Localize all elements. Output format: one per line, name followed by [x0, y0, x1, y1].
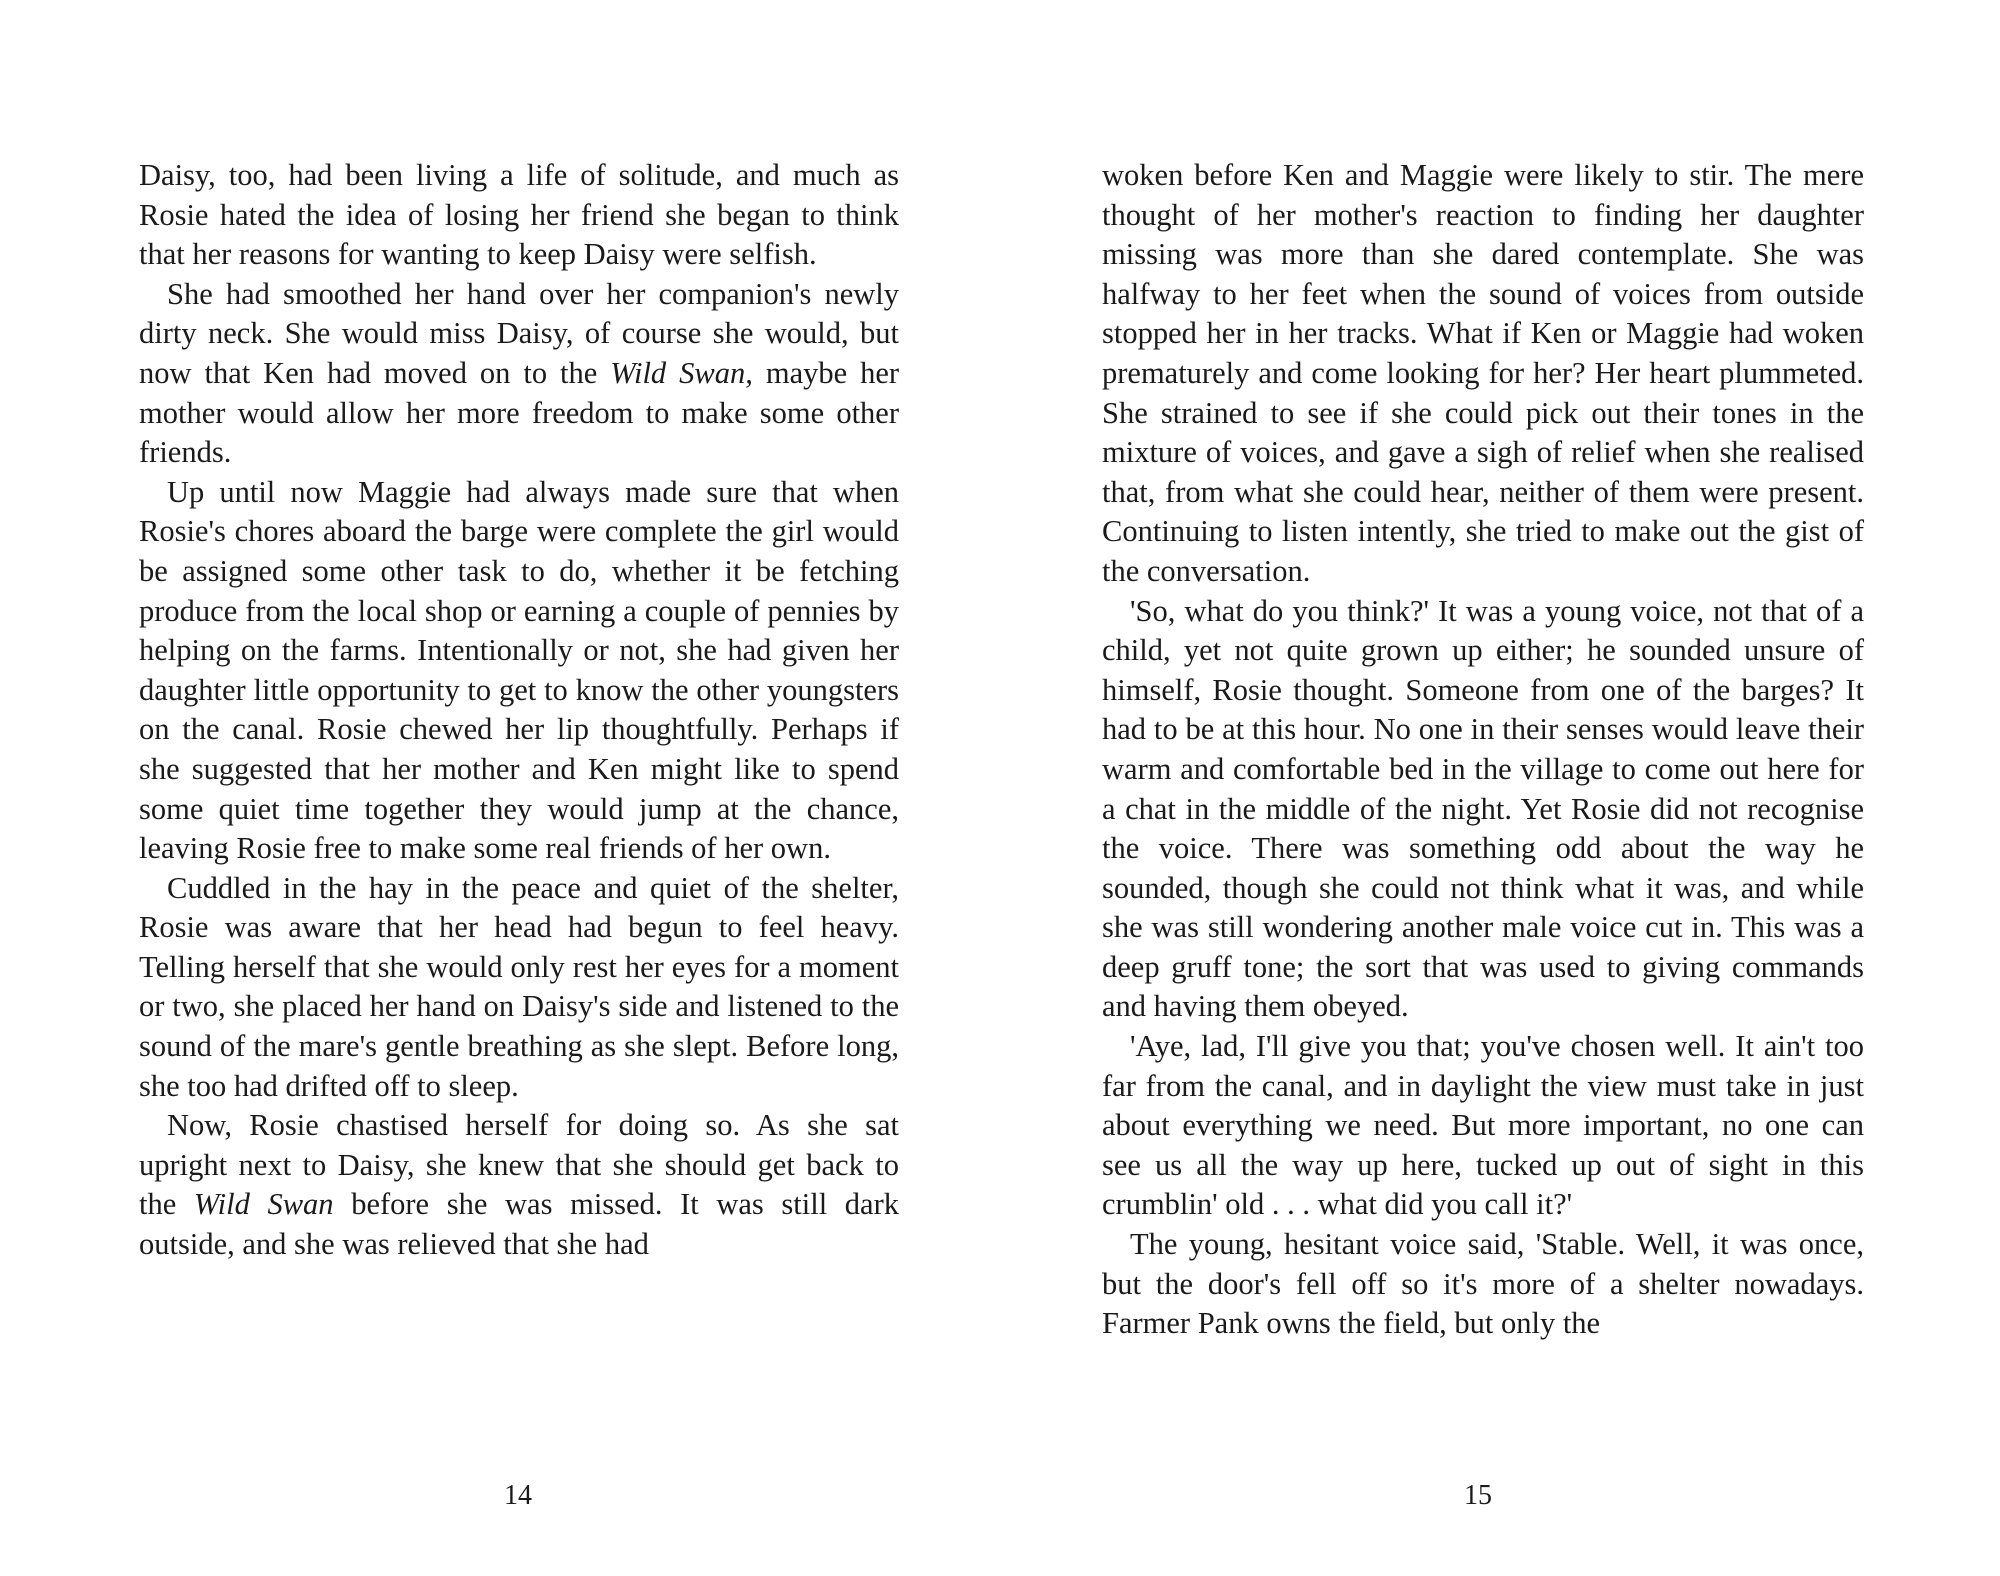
page-number: 14 — [504, 1480, 532, 1511]
paragraph — [139, 1106, 899, 1264]
boat-name: Wild Swan, — [610, 355, 753, 390]
paragraph: 'Aye, lad, I'll give you that; you've chosen well. It ain't too far from the canal, and in daylight the view must take in just about everything we need. But more important, no one can see us all the way up here, tucked up out of sight in this crumblin' old . . . what did you call it?' — [1102, 1029, 1864, 1222]
paragraph-text: maybe her mother would allow her more freedom to make some other friends. — [139, 355, 900, 470]
paragraph — [139, 275, 899, 473]
left-page-text — [139, 156, 899, 1265]
paragraph: woken before Ken and Maggie were likely to stir. The mere thought of her mother's reaction to finding her daughter missing was more than she dared contemplate. She was halfway to her feet when the sound of voices from outside stopped her in her tracks. What if Ken or Maggie had woken prematurely and come looking for her? Her heart plummeted. She strained to see if she could pick out their tones in the mixture of voices, and gave a sigh of relief when she realised that, from what she could hear, neither of them were present. Continuing to listen intently, she tried to make out the gist of the conversation. — [1102, 158, 1864, 588]
paragraph-text: She had smoothed her hand over her companion's newly dirty neck. She would miss Daisy, of course she would, but now that Ken had moved on to the — [139, 276, 899, 390]
paragraph: The young, hesitant voice said, 'Stable. Well, it was once, but the door's fell off so it's more of a shelter nowadays. Farmer Pank owns the field, but only the — [1102, 1227, 1864, 1341]
page-number: 15 — [1464, 1480, 1492, 1511]
paragraph-text: Now, Rosie chastised herself for doing so. As she sat upright next to Daisy, she knew that she should get back to the — [139, 1108, 899, 1222]
right-page-text — [1102, 156, 1864, 1344]
paragraph: Cuddled in the hay in the peace and quiet of the shelter, Rosie was aware that her head had begun to feel heavy. Telling herself that she would only rest her eyes for a moment or two, she placed her hand on Daisy's side and listened to the sound of the mare's gentle breathing as she slept. Before long, she too had drifted off to sleep. — [139, 870, 899, 1103]
paragraph-text: before she was missed. It was still dark outside, and she was relieved that she had — [139, 1187, 900, 1262]
right-page — [1000, 0, 2000, 1576]
paragraph: Up until now Maggie had always made sure that when Rosie's chores aboard the barge were complete the girl would be assigned some other task to do, whether it be fetching produce from the local shop or earning a couple of pennies by helping on the farms. Intentionally or not, she had given her daughter little opportunity to get to know the other youngsters on the canal. Rosie chewed her lip thoughtfully. Perhaps if she suggested that her mother and Ken might like to spend some quiet time together they would jump at the chance, leaving Rosie free to make some real friends of her own. — [139, 474, 899, 866]
paragraph: Daisy, too, had been living a life of solitude, and much as Rosie hated the idea of losing her friend she began to think that her reasons for wanting to keep Daisy were selfish. — [139, 158, 899, 272]
boat-name: Wild Swan — [193, 1187, 334, 1222]
paragraph: 'So, what do you think?' It was a young voice, not that of a child, yet not quite grown up either; he sounded unsure of himself, Rosie thought. Someone from one of the barges? It had to be at this hour. No one in their senses would leave their warm and comfortable bed in the village to come out here for a chat in the middle of the night. Yet Rosie did not recognise the voice. There was something odd about the way he sounded, though she could not think what it was, and while she was still wondering another male voice cut in. This was a deep gruff tone; the sort that was used to giving commands and having them obeyed. — [1102, 593, 1864, 1024]
